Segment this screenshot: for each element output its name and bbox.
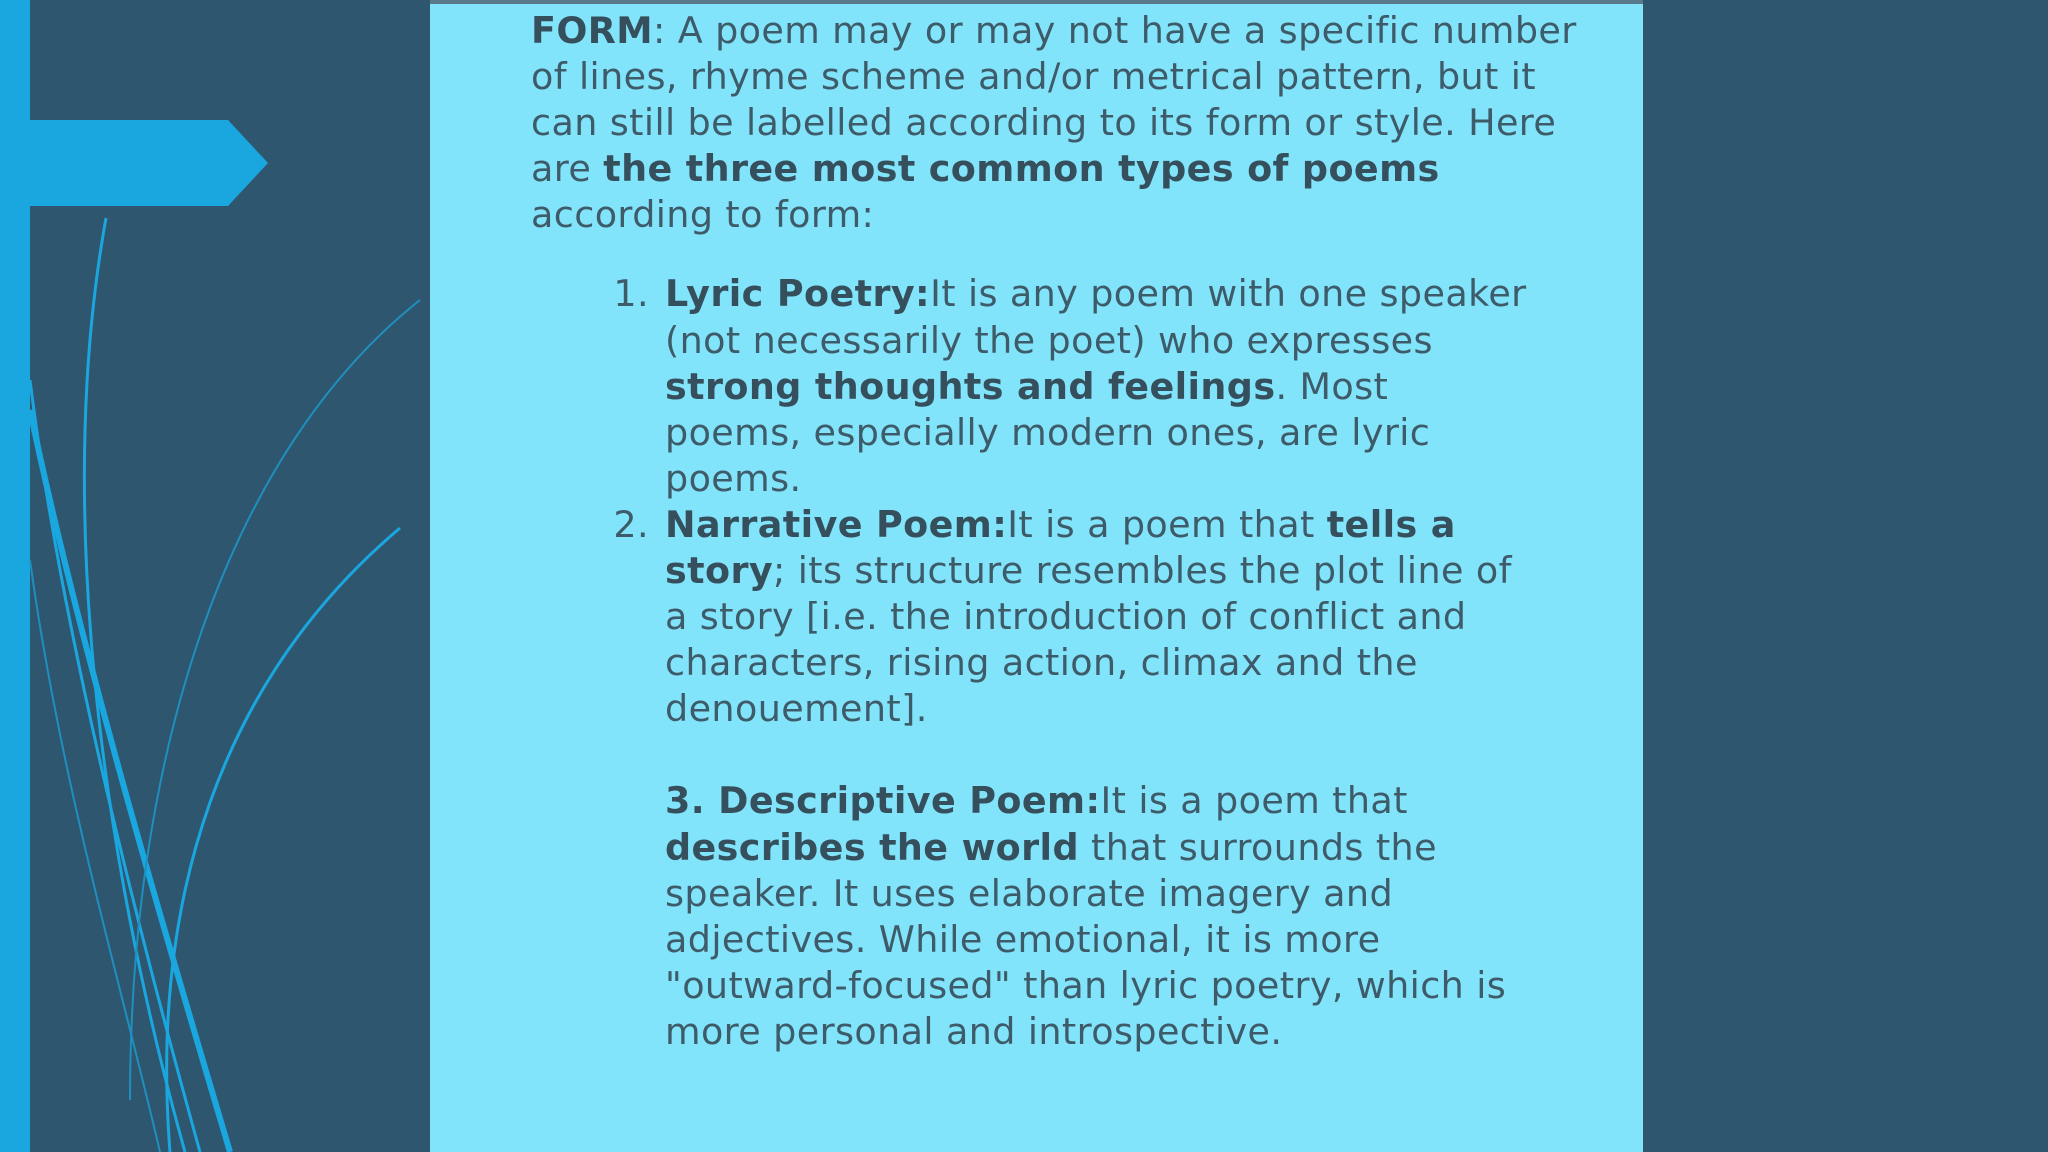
intro-text-1: : A poem may or may not have a specific number of lines, rhyme scheme and/or metrical pattern, but it can still be labelled according to its form or style. Here are bbox=[531, 9, 1577, 191]
item-title: Lyric Poetry: bbox=[665, 272, 931, 316]
item-emphasis: describes the world bbox=[665, 825, 1080, 869]
item-number: 1. bbox=[613, 272, 649, 316]
item-number: 2. bbox=[613, 502, 649, 546]
swoosh-line bbox=[130, 300, 420, 1100]
list-item-narrative-poem bbox=[531, 502, 1631, 732]
item-text bbox=[665, 271, 1535, 501]
form-label: FORM bbox=[531, 9, 653, 52]
item-text-2: that surrounds the speaker. It uses elaborate imagery and adjectives. While emotional, it is more "outward-focused" than lyric poetry, which is more personal and introspective. bbox=[665, 825, 1507, 1053]
intro-emphasis: the three most common types of poems bbox=[603, 147, 1440, 191]
content-panel bbox=[430, 0, 1643, 1152]
swoosh-line bbox=[30, 380, 200, 1152]
list-item-descriptive-poem bbox=[665, 778, 1545, 1055]
text-body bbox=[531, 8, 1631, 1091]
decorative-swooshes bbox=[0, 0, 440, 1152]
item-text-1: It is any poem with one speaker (not necessarily the poet) who expresses bbox=[665, 272, 1527, 362]
item-text-2: . Most poems, especially modern ones, are lyric poems. bbox=[665, 364, 1431, 500]
list-item-lyric-poetry bbox=[531, 271, 1631, 501]
item-text-2: ; its structure resembles the plot line of a story [i.e. the introduction of conflict and characters, rising action, climax and the denouement]. bbox=[665, 549, 1512, 731]
poem-types-list bbox=[531, 271, 1631, 732]
item-title: 3. Descriptive Poem: bbox=[665, 779, 1101, 823]
title-arrow-shape bbox=[30, 120, 268, 206]
item-title: Narrative Poem: bbox=[665, 502, 1008, 546]
intro-paragraph bbox=[531, 8, 1591, 238]
item-text-1: It is a poem that bbox=[1100, 779, 1408, 823]
intro-text-2: according to form: bbox=[531, 193, 875, 237]
item-emphasis: strong thoughts and feelings bbox=[665, 364, 1276, 408]
item-emphasis: tells a story bbox=[665, 502, 1456, 593]
item-text bbox=[665, 502, 1535, 732]
item-text-1: It is a poem that bbox=[1007, 502, 1327, 546]
